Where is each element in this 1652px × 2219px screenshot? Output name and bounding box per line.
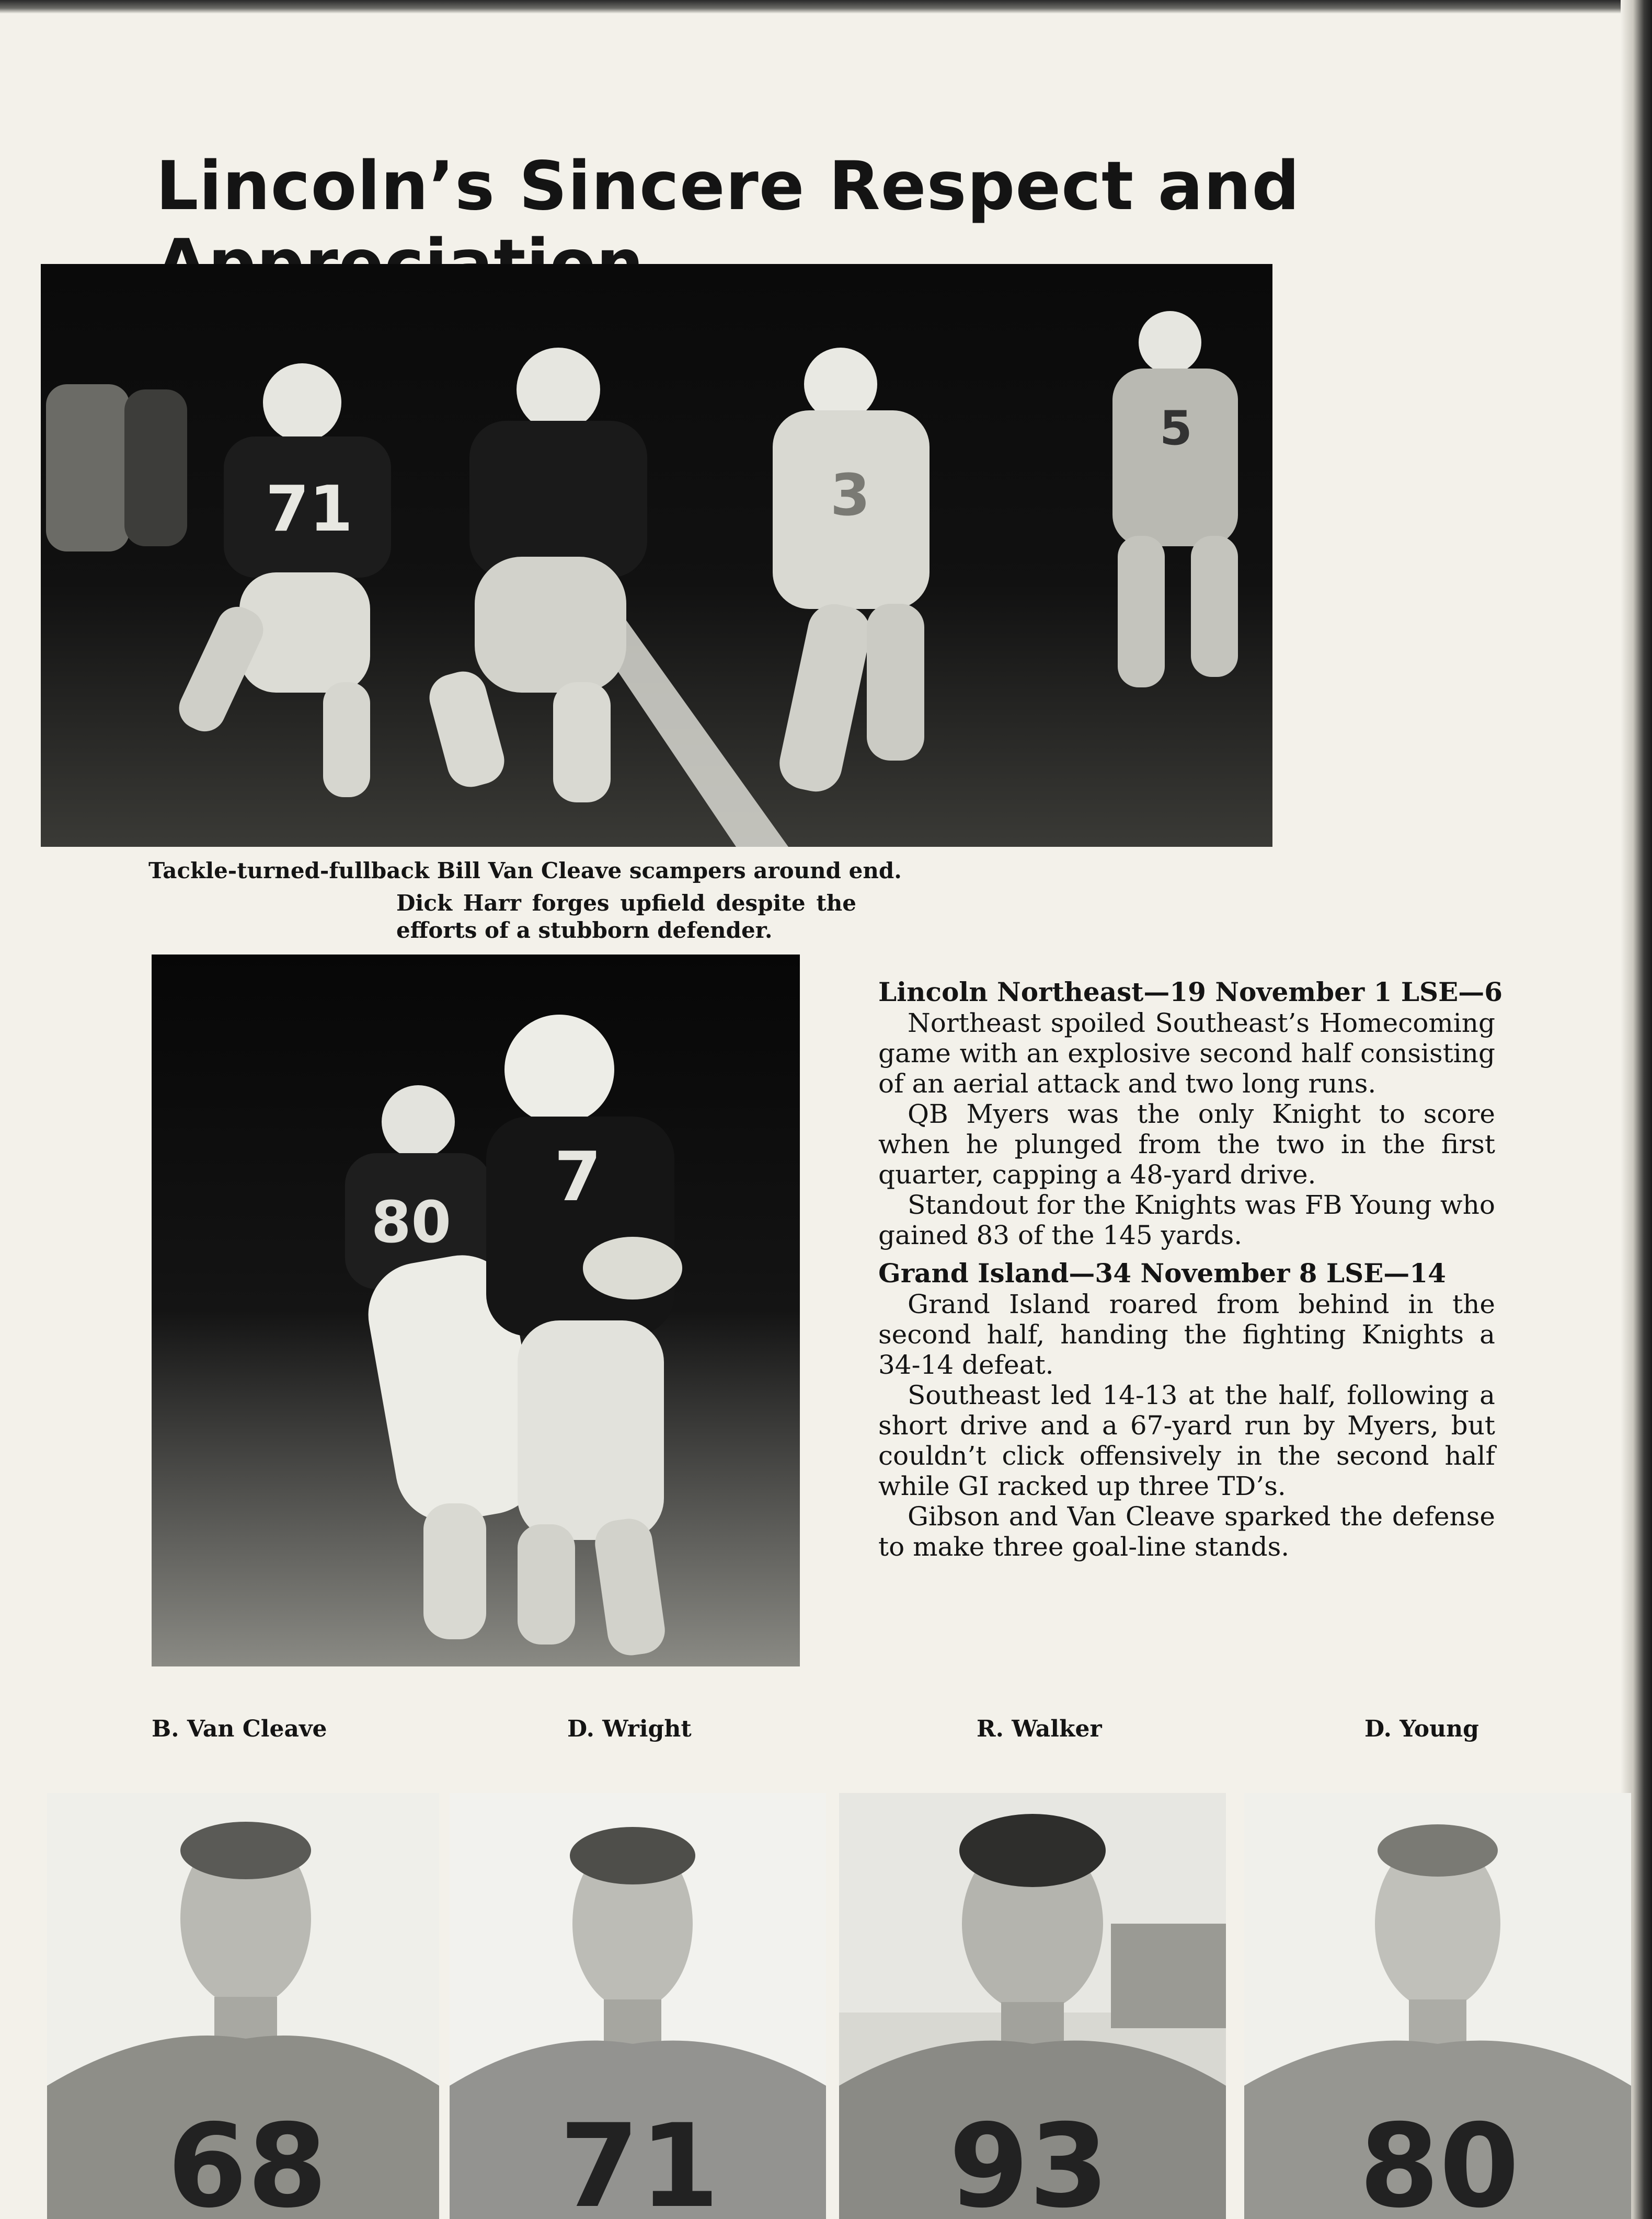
page-title: Lincoln’s Sincere Respect and <box>156 147 1300 225</box>
jersey-number-80: 80 <box>371 1189 452 1256</box>
game-paragraph: Standout for the Knights was FB Young who gained 83 of the 145 yards. <box>878 1190 1495 1250</box>
page-edge-top <box>0 0 1652 14</box>
jersey-number-71: 71 <box>266 473 353 546</box>
player-name-wright: D. Wright <box>567 1716 692 1742</box>
jersey-number-80: 80 <box>1359 2099 1520 2219</box>
portrait-walker <box>839 1793 1226 2219</box>
game-heading: Grand Island—34 November 8 LSE—14 <box>878 1258 1446 1289</box>
player-name-walker: R. Walker <box>977 1716 1102 1742</box>
jersey-number-3: 3 <box>830 462 870 528</box>
portrait-van-cleave <box>47 1793 439 2219</box>
jersey-number-71: 71 <box>559 2099 720 2219</box>
top-photo-caption: Tackle-turned-fullback Bill Van Cleave scampers around end. <box>148 858 902 883</box>
jersey-number-68: 68 <box>167 2099 328 2219</box>
game-summaries <box>878 976 1503 1562</box>
player-name-young: D. Young <box>1364 1716 1479 1742</box>
jersey-number-7: 7 <box>554 1137 602 1216</box>
game-paragraph: Southeast led 14-13 at the half, following a short drive and a 67-yard run by Myers, but couldn’t click offensively in the second half while GI racked up three TD’s. <box>878 1380 1495 1501</box>
action-photo-dick-harr <box>152 955 800 1666</box>
portrait-young <box>1244 1793 1631 2219</box>
game-paragraph: Gibson and Van Cleave sparked the defense to make three goal-line stands. <box>878 1501 1495 1562</box>
action-photo-van-cleave <box>41 264 1272 847</box>
game-paragraph: QB Myers was the only Knight to score when he plunged from the two in the first quarter, capping a 48-yard drive. <box>878 1099 1495 1190</box>
game-paragraph: Grand Island roared from behind in the second half, handing the fighting Knights a 34-14 defeat. <box>878 1289 1495 1380</box>
game-paragraph: Northeast spoiled Southeast’s Homecoming game with an explosive second half consisting of an aerial attack and two long runs. <box>878 1008 1495 1099</box>
jersey-number-93: 93 <box>949 2099 1109 2219</box>
game-summary-northeast <box>878 976 1503 1250</box>
game-heading: Lincoln Northeast—19 November 1 LSE—6 <box>878 976 1503 1007</box>
player-name-van-cleave: B. Van Cleave <box>152 1716 327 1742</box>
action-photo-scene <box>152 955 800 1666</box>
jersey-number-5: 5 <box>1160 401 1192 456</box>
middle-photo-caption: Dick Harr forges upfield despite the efforts of a stubborn defender. <box>396 890 856 943</box>
portrait-wright <box>450 1793 826 2219</box>
action-photo-scene <box>41 264 1272 847</box>
game-summary-grand-island <box>878 1258 1495 1562</box>
